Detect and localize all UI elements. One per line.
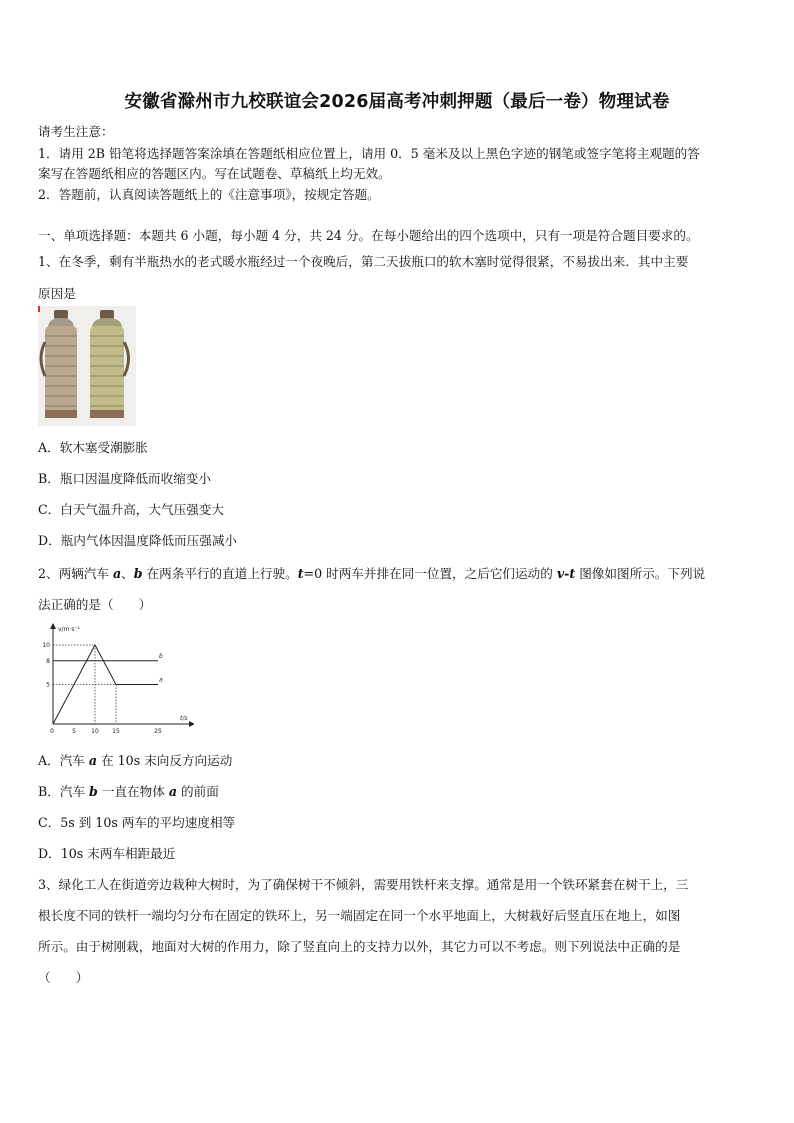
question-1-option-d: D．瓶内气体因温度降低而压强减小 <box>38 533 238 548</box>
y-tick-label: 8 <box>46 657 50 665</box>
question-3-line-2: 根长度不同的铁杆一端均匀分布在固定的铁环上，另一端固定在同一个水平地面上，大树栽好后竖直压在地上，如图 <box>38 908 681 923</box>
question-2-option-c: C．5s 到 10s 两车的平均速度相等 <box>38 815 236 830</box>
x-axis-label: t/s <box>180 715 188 722</box>
notice-item-1-line-1: 1．请用 2B 铅笔将选择题答案涂填在答题纸相应位置上，请用 0．5 毫米及以上黑色字迹的钢笔或签字笔将主观题的答 <box>38 146 700 161</box>
question-3-line-3: 所示。由于树刚栽，地面对大树的作用力，除了竖直向上的支持力以外，其它力可以不考虑。则下列说法中正确的是 <box>38 939 681 954</box>
x-tick-label: 10 <box>91 728 99 735</box>
var-a: a <box>88 753 98 768</box>
x-tick-label: 5 <box>72 728 76 735</box>
question-2-line-1 <box>38 563 705 582</box>
question-1-line-1: 1、在冬季，剩有半瓶热水的老式暖水瓶经过一个夜晚后，第二天拔瓶口的软木塞时觉得很紧，不易拔出来．其中主要 <box>38 254 689 269</box>
question-2-text: 、 <box>121 566 134 581</box>
notice-heading: 请考生注意： <box>38 124 114 139</box>
page-title: 安徽省滁州市九校联谊会2026届高考冲刺押题（最后一卷）物理试卷 <box>124 92 670 112</box>
var-b: b <box>89 784 98 799</box>
var-vt: v-t <box>556 566 576 581</box>
question-2-line-2: 法正确的是（ ） <box>38 597 152 612</box>
x-tick-label: 15 <box>112 728 120 735</box>
notice-item-1-line-2: 案写在答题纸相应的答题区内。写在试题卷、草稿纸上均无效。 <box>38 166 391 181</box>
vt-graph <box>34 620 194 740</box>
y-axis-label: v/m·s⁻¹ <box>58 626 81 633</box>
var-b: b <box>133 566 143 581</box>
option-text: 在 10s 末向反方向运动 <box>97 753 233 768</box>
question-2-option-b <box>38 781 219 800</box>
option-text: B．汽车 <box>38 784 90 799</box>
section-heading: 一、单项选择题：本题共 6 小题，每小题 4 分，共 24 分。在每小题给出的四个选项中，只有一项是符合题目要求的。 <box>38 228 699 243</box>
question-2-text: 图像如图所示。下列说 <box>575 566 706 581</box>
x-tick-label: 25 <box>154 728 162 735</box>
series-a-label: a <box>159 676 163 684</box>
thermos-bottles-image <box>38 306 136 426</box>
question-3-line-1: 3、绿化工人在街道旁边栽种大树时，为了确保树干不倾斜，需要用铁杆来支撑。通常是用一个铁环紧套在树干上，三 <box>38 877 689 892</box>
question-2-text: 在两条平行的直道上行驶。 <box>142 566 298 581</box>
question-2-option-d: D．10s 末两车相距最近 <box>38 846 176 861</box>
x-tick-label: 0 <box>50 728 54 735</box>
question-2-text: =0 时两车并排在同一位置，之后它们运动的 <box>303 566 557 581</box>
question-1-option-b: B．瓶口因温度降低而收缩变小 <box>38 471 211 486</box>
question-1-option-a: A．软木塞受潮膨胀 <box>38 440 148 455</box>
y-tick-label: 10 <box>42 642 50 649</box>
var-t: t <box>297 566 304 581</box>
notice-item-2: 2．答题前，认真阅读答题纸上的《注意事项》，按规定答题。 <box>38 187 380 202</box>
option-text: 一直在物体 <box>97 784 169 799</box>
question-3-line-4: （ ） <box>38 970 89 985</box>
y-tick-label: 5 <box>46 681 50 689</box>
question-2-text: 2、两辆汽车 <box>38 566 113 581</box>
var-a: a <box>168 784 178 799</box>
question-2-option-a <box>38 750 232 769</box>
series-b-label: b <box>159 652 163 660</box>
option-text: A．汽车 <box>38 753 89 768</box>
var-a: a <box>113 566 122 581</box>
question-1-line-2: 原因是 <box>38 286 76 301</box>
question-1-option-c: C．白天气温升高，大气压强变大 <box>38 502 224 517</box>
option-text: 的前面 <box>177 784 219 799</box>
